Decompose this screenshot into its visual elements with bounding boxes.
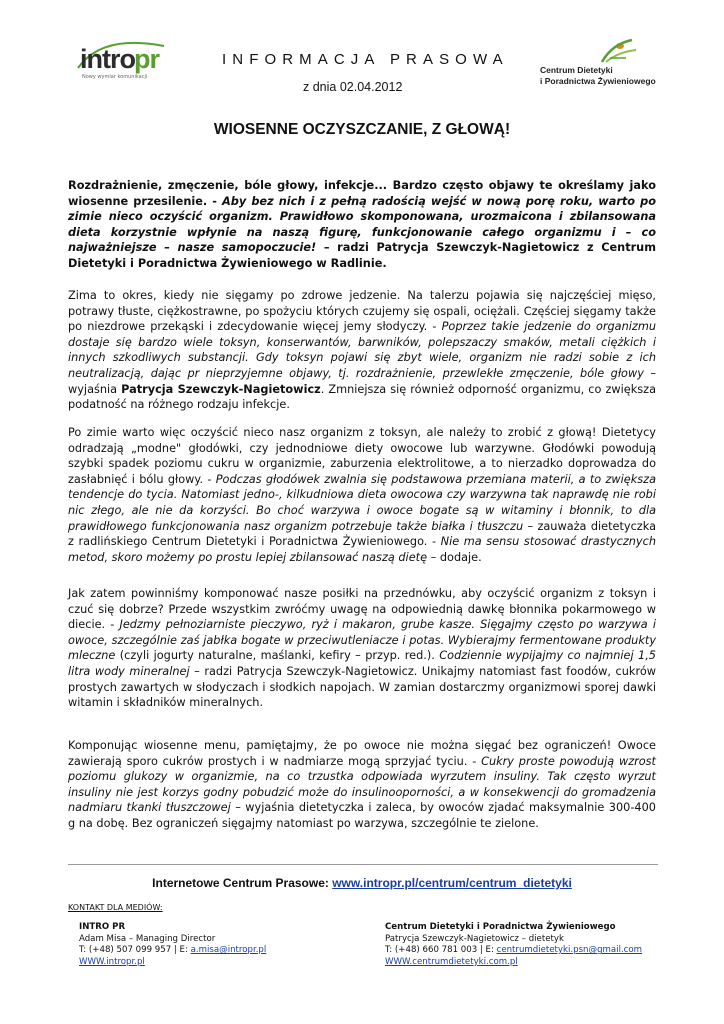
contact-left-person: Adam Misa – Managing Director [79,933,216,944]
logo-pr-text: pr [134,44,159,74]
intropr-logo [72,38,182,84]
footer-divider [68,864,658,865]
p1-e: . Zmniejsza się również odporność organizmu, co zwiększa podatność na różnego rodzaju infekcje. [68,382,657,412]
contact-left-email-link[interactable]: a.misa@intropr.pl [190,945,267,956]
page-title: INFORMACJA PRASOWA [222,51,509,68]
contact-right-email-link[interactable]: centrumdietetyki.psn@gmail.com [496,945,643,956]
p3-a: Jak zatem powinniśmy komponować nasze posiłki na przednówku, aby oczyścić organizm z toksyn i czuć się dobrze? Przede wszystkim zwróćmy uwagę na odpowiednią dawkę błonnika pokarmowego w diecie. - [68,587,656,632]
paragraph-2 [68,425,656,565]
contact-right-web-link[interactable]: WWW.centrumdietetyki.com.pl [385,956,518,967]
p3-e: – radzi Patrycja Szewczyk-Nagietowicz. Unikajmy natomiast fast foodów, cukrów prostych zawartych w słodyczach i słodkich napojach. W zamian dostarczmy organizmowi sporej dawki witamin i składników mineralnych. [68,664,656,710]
contact-right-org: Centrum Dietetyki i Poradnictwa Żywieniowego [385,922,616,932]
contact-left-phone: T: (+48) 507 099 957 | E: [79,945,191,956]
p2-a: Po zimie warto więc oczyścić nieco nasz organizm z toksyn, ale należy to zrobić z głową! Dietetycy odradzają „modne" głodówki, czy jednodniowe diety owocowe lub warzywne. Głodówki powodują szybki spadek poziomu cukru w organizmie, zaburzenia elektrolitowe, a to nierzadko doprowadza do zasłabnięć i bólu głowy. - [68,426,656,486]
p4-c: – wyjaśnia dietetyczka i zaleca, by owoców zjadać maksymalnie 300-400 g na dobę. Bez ograniczeń sięgajmy natomiast po warzywa, szczególnie te zielone. [68,801,656,830]
p2-e: – dodaje. [427,550,482,564]
p3-c: (czyli jogurty naturalne, maślanki, kefiry – przyp. red.). [115,649,440,663]
centrum-dietetyki-logo [540,36,670,96]
p2-b: Podczas głodówek zwalnia się podstawowa przemiana materii, a to zwiększa tendencje do tycia. Natomiast jedno-, kilkudniowa dieta owocowa czy warzywna tak naprawdę nie robi nic złego, ale nie da korzyści. Bo choć warzywa i owoce bogate są w witaminy i błonnik, to dla prawidłowego funkcjonowania nasz organizm potrzebuje także białka i tłuszczu [68,472,657,533]
press-center-label: Internetowe Centrum Prasowe: [152,876,333,890]
paragraph-1 [68,288,656,413]
logo-intro-text: intro [80,44,135,74]
leaf-figure-icon [540,36,670,66]
paragraph-3 [68,586,656,711]
article-title: WIOSENNE OCZYSZCZANIE, Z GŁOWĄ! [213,121,511,138]
p2-d: Nie ma sensu stosować drastycznych metod, skoro możemy po prostu lepiej zbilansować naszą dietę [68,535,656,564]
logo-line1: Centrum Dietetyki [540,65,613,75]
press-center-link[interactable]: www.intropr.pl/centrum/centrum_dietetyki [332,876,572,890]
contact-left-web-link[interactable]: WWW.intropr.pl [79,956,145,967]
lead-b: Aby bez nich i z pełną radością wejść w nową porę roku, warto po zimie nieco oczyścić organizm. Prawidłowo skomponowana, urozmaicona i zbilansowana dieta korzystnie wpłynie na naszą figurę, funkcjonowanie całego organizmu i – co najważniejsze – nasze samopoczucie! [68,194,656,255]
contact-intropr [79,922,266,968]
release-date: z dnia 02.04.2012 [303,80,403,94]
p2-c: – zauważa dietetyczka z radlińskiego Centrum Dietetyki i Poradnictwa Żywieniowego. - [68,519,656,549]
paragraph-4 [68,738,656,832]
p1-d: Patrycja Szewczyk-Nagietowicz [121,382,321,396]
contact-left-org: INTRO PR [79,922,126,932]
p3-d: Codziennie wypijajmy co najmniej 1,5 litra wody mineralnej [68,649,656,678]
p3-b: Jedzmy pełnoziarniste pieczywo, ryż i makaron, grube kasze. Sięgajmy często po warzywa i owoce, szczególnie zaś jabłka bogate w przeciwutleniacze i potas. Wybierajmy fermentowane produkty mleczne [68,618,656,663]
p1-a: Zima to okres, kiedy nie sięgamy po zdrowe jedzenie. Na talerzu pojawia się najczęściej mięso, potrawy tłuste, ciężkostrawne, po spożyciu których czujemy się ospali, ociężali. Częściej sięgamy także po niezdrowe przekąski i zdecydowanie więcej jemy słodyczy. - [68,289,656,334]
p4-a: Komponując wiosenne menu, pamiętajmy, że po owoce nie można sięgać bez ograniczeń! Owoce zawierają sporo cukrów prostych i w nadmiarze mogą sprzyjać tyciu. - [68,739,656,768]
media-contact-heading: KONTAKT DLA MEDIÓW: [68,903,163,912]
contact-right-person: Patrycja Szewczyk-Nagietowicz – dietetyk [385,933,564,944]
logo-line2: i Poradnictwa Żywieniowego [540,76,656,86]
logo-tagline: Nowy wymiar komunikacji [82,74,148,80]
lead-c: – radzi Patrycja Szewczyk-Nagietowicz z Centrum Dietetyki i Poradnictwa Żywieniowego w Radlinie. [68,241,656,270]
lead-paragraph [68,178,656,272]
p4-b: Cukry proste powodują wzrost poziomu glukozy w organizmie, na co trzustka odpowiada wyrzutem insuliny. Tak często wyrzut insuliny nie jest korzys godny pobudzić może do insulinooporności, a w konsekwencji do gromadzenia nadmiaru tkanki tłuszczowej [68,754,656,815]
contact-centrum [385,922,642,968]
contact-right-phone: T: (+48) 660 781 003 | E: [385,945,497,956]
press-center [0,876,724,890]
p1-b: Poprzez takie jedzenie do organizmu dostaje się bardzo wiele toksyn, konserwantów, barwników, polepszaczy smaków, metali ciężkich i innych szkodliwych substancji. Gdy toksyn pojawi się zbyt wiele, organizm nie radzi sobie z ich neutralizacją, dając pr nieprzyjemne objawy, tj. rozdrażnienie, przewlekłe zmęczenie, bóle głowy [68,320,656,380]
p1-c: – wyjaśnia [68,366,656,396]
lead-a: Rozdrażnienie, zmęczenie, bóle głowy, infekcje... Bardzo często objawy te określamy jako wiosenne przesilenie. - [68,179,656,208]
